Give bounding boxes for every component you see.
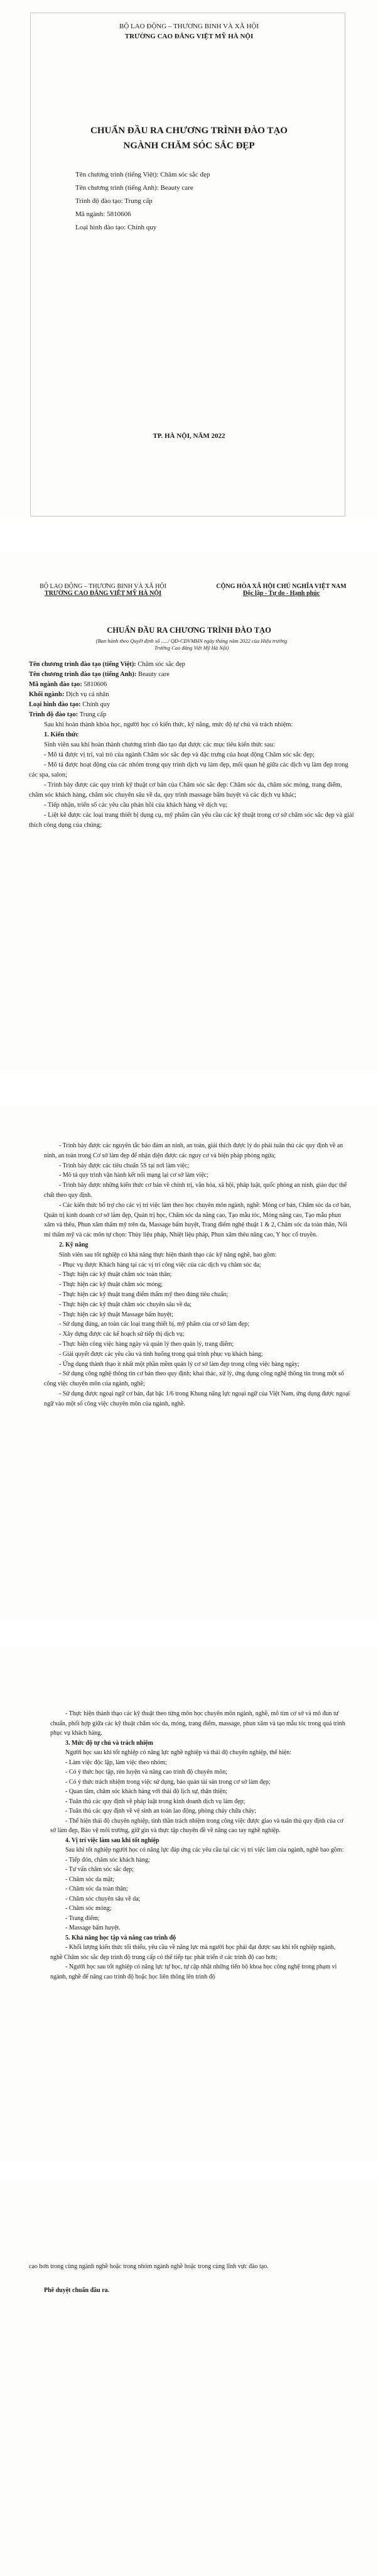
approval-line: Phê duyệt chuẩn đầu ra. [44, 2287, 110, 2294]
field-row [29, 660, 355, 670]
list-item: - Mô tả quy trình vận hành kết nối mạng lại cơ sở làm việc; [59, 1172, 208, 1179]
field-value: Dịch vụ cá nhân [64, 691, 109, 698]
cover-info-line: Tên chương trình (tiếng Anh): Beauty care [75, 184, 193, 192]
list-item: - Liệt kê được các loại trang thiết bị dụng cụ, mỹ phẩm cần yêu cầu các kỹ thuật trong cơ sở chăm sóc sắc đẹp và giải thích công dụng của chúng; [29, 812, 354, 829]
cover-ministry: BỘ LAO ĐỘNG – THƯƠNG BINH VÀ XÃ HỘI [119, 23, 259, 30]
list-item: - Thực hiện các kỹ thuật chăm sóc chuyên sâu về da; [59, 1301, 192, 1308]
page-3-body [44, 1141, 353, 1409]
field-row [29, 680, 355, 690]
list-item: - Khối lượng kiến thức tối thiểu, yêu cầu về năng lực mà người học phải đạt được sau khi tốt nghiệp ngành, nghề Chăm sóc sắc đẹp trình độ trung cấp có thể tiếp tục phát triển ở các trình độ cao hơn; [50, 1944, 336, 1961]
field-value: Chăm sóc sắc đẹp [136, 661, 185, 668]
field-label: Mã ngành đào tạo: [29, 681, 82, 688]
list-item: - Chăm sóc da toàn thân; [65, 1886, 128, 1892]
list-item: - Trình bày được những kiến thức cơ bản về chính trị, văn hóa, xã hội, pháp luật, quốc phòng an ninh, giáo dục thể chất theo quy định. [44, 1182, 347, 1199]
field-value: Beauty care [136, 671, 170, 678]
list-item: - Ứng dụng thành thạo ít nhất một phần mềm quản lý cơ sở làm đẹp trong công việc hàng ngày; [59, 1360, 300, 1368]
list-item: - Thực hiện các kỹ thuật trang điểm thẩm mỹ theo đúng tiêu chuẩn; [59, 1291, 229, 1298]
list-item: - Sử dụng công nghệ thông tin cơ bản theo quy định; khai thác, xử lý, ứng dụng công nghệ thông tin trong một số công việc chuyên môn của ngành, nghề; [44, 1370, 344, 1388]
header-right [200, 583, 363, 597]
list-item: - Thực hiện các kỹ thuật chăm sóc móng; [59, 1281, 163, 1289]
list-item: - Người học sau tốt nghiệp có năng lực tự học, tự cập nhật những tiến bộ khoa học công nghệ trong phạm vi ngành, nghề để nâng cao trình độ hoặc học liên thông lên trình độ [50, 1963, 337, 1980]
cover-title: CHUẨN ĐẦU RA CHƯƠNG TRÌNH ĐÀO TẠO [90, 126, 288, 136]
field-row [29, 670, 355, 680]
page-4 [0, 1646, 378, 2161]
section-intro: Sau khi tốt nghiệp người học có năng lực đáp ứng các yêu cầu tại các vị trí việc làm của ngành, nghề bao gồm: [65, 1847, 344, 1853]
list-item: - Thực hiện công việc hàng ngày và quản lý theo quản lý, trang điểm; [59, 1340, 234, 1348]
list-item: - Quan tâm, chăm sóc khách hàng với thái độ lịch sự, thân thiện; [65, 1788, 228, 1795]
list-item: - Thể hiện thái độ chuyên nghiệp, tinh thần trách nhiệm trong công việc được giao và tuân thủ quy định của cơ sở làm đẹp, Bảo vệ môi trường, giữ gìn và thực tập chuyên đề về nâng cao tay nghề nghiệp. [50, 1817, 343, 1834]
list-item: - Phục vụ được Khách hàng tại các vị trí công việc của các dịch vụ chăm sóc da; [59, 1261, 261, 1269]
page-5 [0, 2180, 378, 2576]
decree-note: (Ban hành theo Quyết định số ...../ QĐ-CĐVMHN ngày tháng năm 2022 của Hiệu trưởng Trường Cao đẳng Việt Mỹ Hà Nội) [95, 638, 288, 651]
list-item: - Thực hiện các kỹ thuật chăm sóc toàn thân; [59, 1271, 172, 1279]
section-heading: 4. Vị trí việc làm sau khi tốt nghiệp [65, 1836, 159, 1844]
list-item: - Giải quyết được các yêu cầu và tình huống trong quá trình phục vụ khách hàng; [59, 1350, 263, 1358]
list-item: - Massage bấm huyệt. [65, 1924, 121, 1931]
page-5-body [29, 2262, 355, 2272]
section-heading: 2. Kỹ năng [59, 1241, 89, 1248]
list-item: - Trang điểm; [65, 1914, 100, 1922]
section-heading: 5. Khả năng học tập và nâng cao trình độ [65, 1934, 176, 1941]
list-item: - Chăm sóc chuyên sâu về da; [65, 1895, 141, 1902]
list-item: - Xây dựng được các kế hoạch sử tiếp thị dịch vụ; [59, 1331, 185, 1338]
header-school: TRƯỜNG CAO ĐẲNG VIỆT MỸ HÀ NỘI [45, 590, 161, 597]
list-item: - Chăm sóc móng; [65, 1905, 112, 1912]
page-2 [0, 553, 378, 1074]
section-heading: 3. Mức độ tự chủ và trách nhiệm [65, 1739, 153, 1747]
list-item: - Tuân thủ các quy định về pháp luật trong kinh doanh dịch vụ làm đẹp; [65, 1798, 246, 1805]
list-item: - Thực hiện các kỹ thuật Massage bấm huyệt; [59, 1311, 173, 1318]
list-item: - Tiếp nhận, triển số các yêu cầu phản hồi của khách hàng về dịch vụ; [44, 802, 228, 809]
cover-page [0, 0, 378, 521]
page-2-body [29, 660, 355, 831]
field-label: Tên chương trình đào tạo (tiếng Việt): [29, 661, 136, 668]
list-item: - Tư vấn chăm sóc sắc đẹp; [65, 1866, 134, 1873]
section-intro: Sinh viên sau tốt nghiệp có khả năng thực hiện thành thạo các kỹ năng nghề, bao gồm: [59, 1251, 277, 1258]
section-intro: Sinh viên sau khi hoàn thành chương trình đào tạo đạt được các mục tiêu kiến thức sau: [44, 741, 275, 748]
continuation-text: cao hơn trong cùng ngành nghề hoặc trong nhóm ngành nghề hoặc trong cùng lĩnh vực đào tạo. [29, 2263, 269, 2270]
list-item: - Có ý thức học tập, rèn luyện và nâng cao trình độ chuyên môn; [65, 1769, 227, 1776]
list-item: - Tuân thủ các quy định về vệ sinh an toàn lao động, phòng cháy chữa cháy; [65, 1808, 256, 1815]
field-value: 5810606 [82, 681, 107, 688]
cover-info-line: Mã ngành: 5810606 [75, 210, 131, 218]
header-ministry: BỘ LAO ĐỘNG – THƯƠNG BINH VÀ XÃ HỘI [40, 583, 166, 590]
page-3 [0, 1106, 378, 1621]
list-item: - Trình bày được các quy trình kỹ thuật cơ bản của Chăm sóc sắc đẹp: Chăm sóc da, chăm sóc móng, trang điểm, chăm sóc khách hàng, chăm sóc chuyên sâu về da, quy trình massage bấm huyệt và các dịch vụ khác; [29, 782, 342, 799]
cover-school: TRƯỜNG CAO ĐẲNG VIỆT MỸ HÀ NỘI [124, 33, 254, 40]
field-row [29, 690, 355, 700]
list-item: - Các kiến thức bổ trợ cho các vị trí việc làm theo học chuyên môn ngành, nghề: Móng cơ bản, Chăm sóc da cơ bản, Quản trị kinh doanh cơ sở làm đẹp, Quản trị học, Chăm sóc da nâng cao, Tạo mẫu tóc, Móng nâng cao, Tạo mẫu phun xăm và thêu, Phun xăm thẩm mỹ trên da, Massage bấm huyệt, Trang điểm nghệ thuật 1 & 2, Chăm sóc da toàn thân, Nối mi thẩm mỹ và các môn tự chọn: Thủy liệu pháp, Nhiệt liệu pháp, Phun xăm thêu nâng cao, Y học cổ truyền. [44, 1201, 352, 1239]
field-label: Tên chương trình đào tạo (tiếng Anh): [29, 671, 137, 678]
field-value: Chính quy [80, 701, 111, 708]
cover-border [30, 13, 345, 516]
cover-info-line: Trình độ đào tạo: Trung cấp [75, 197, 153, 205]
cover-info-line: Loại hình đào tạo: Chính quy [75, 224, 157, 231]
list-item: - Thực hiện thành thạo các kỹ thuật theo từng môn học chuyên môn ngành, nghề, mô tìm cơ sở và mô đun tư chuẩn, phối hợp giữa các kỹ thuật chăm sóc da, móng, trang điểm, massage, phun xăm và tạo mẫu tóc trong quá trình phục vụ khách hàng. [50, 1710, 345, 1737]
section-intro: Người học sau khi tốt nghiệp có năng lực nghề nghiệp và thái độ chuyên nghiệp, thể hiện: [65, 1749, 291, 1756]
section-heading: 1. Kiến thức [44, 731, 79, 738]
list-item: - Trình bày được các tiêu chuẩn 5S tại nơi làm việc; [59, 1162, 190, 1169]
field-row [29, 700, 355, 710]
header-motto: Độc lập - Tự do - Hạnh phúc [242, 590, 320, 597]
field-row [29, 710, 355, 720]
header-left [28, 583, 178, 597]
list-item: - Mô tả được hoạt động của các nhóm trong quy trình dịch vụ làm đẹp, mối quan hệ giữa các dịch vụ làm đẹp trong các spa, salon; [29, 761, 348, 778]
list-item: - Sử dụng đúng, an toàn các loại trang thiết bị, mỹ phẩm của cơ sở làm đẹp; [59, 1321, 249, 1328]
cover-date: TP. HÀ NỘI, NĂM 2022 [153, 432, 225, 440]
list-item: - Chăm sóc da mặt; [65, 1875, 114, 1883]
page-title: CHUẨN ĐẦU RA CHƯƠNG TRÌNH ĐÀO TẠO [107, 626, 271, 635]
list-item: - Mô tả được vị trí, vai trò của ngành Chăm sóc sắc đẹp và đặc trưng của hoạt động Chăm sóc sắc đẹp; [44, 751, 315, 758]
cover-info [75, 168, 210, 234]
intro-paragraph: Sau khi hoàn thành khóa học, người học có kiến thức, kỹ năng, mức độ tự chủ và trách nhiệm: [44, 721, 293, 728]
list-item: - Sử dụng được ngoại ngữ cơ bản, đạt bậc 1/6 trong Khung năng lực ngoại ngữ của Việt Nam, ứng dụng được ngoại ngữ vào một số công việc chuyên môn của ngành, nghề. [44, 1390, 350, 1407]
list-item: - Tiếp đón, chăm sóc khách hàng; [65, 1856, 150, 1864]
field-label: Loại hình đào tạo: [29, 701, 81, 708]
list-item: - Trình bày được các nguyên tắc bảo đảm an ninh, an toàn, giải thích được lý do phải tuân thủ các quy định về an ninh, an toàn trong Cơ sở làm đẹp để nhận diện được các nguy cơ và biện pháp phòng ngừa; [44, 1142, 343, 1159]
cover-subtitle: NGÀNH CHĂM SÓC SẮC ĐẸP [123, 141, 255, 151]
list-item: - Có ý thức trách nhiệm trong việc sử dụng, bảo quản tài sản trong cơ sở làm đẹp; [65, 1778, 271, 1786]
cover-info-line: Tên chương trình (tiếng Việt): Chăm sóc sắc đẹp [75, 171, 210, 178]
list-item: - Làm việc độc lập, làm việc theo nhóm; [65, 1759, 167, 1766]
field-value: Trung cấp [78, 711, 107, 718]
field-label: Khối ngành: [29, 691, 65, 698]
field-label: Trình độ đào tạo: [29, 711, 78, 718]
page-4-body [50, 1709, 345, 1982]
header-nation: CỘNG HÒA XÃ HỘI CHỦ NGHĨA VIỆT NAM [216, 583, 347, 590]
